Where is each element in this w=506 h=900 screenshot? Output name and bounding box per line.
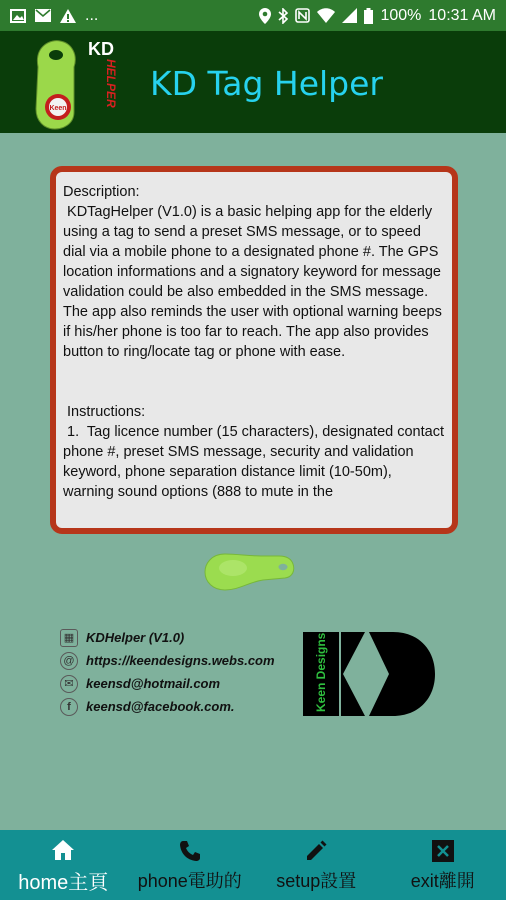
battery-percent: 100% [380, 6, 422, 24]
description-panel[interactable] [50, 166, 458, 534]
contact-row-website[interactable] [60, 649, 275, 672]
location-icon [259, 8, 271, 24]
logo-helper-text: HELPER [104, 59, 118, 108]
facebook-icon: f [60, 698, 78, 716]
nav-home[interactable] [0, 830, 127, 900]
nfc-icon [295, 8, 310, 23]
mail-icon [35, 9, 51, 22]
svg-text:Keen: Keen [49, 105, 67, 112]
brand-vertical-text: Keen Designs [314, 632, 328, 712]
nav-setup[interactable] [253, 830, 380, 900]
app-header [0, 31, 506, 133]
app-version: KDHelper (V1.0) [86, 630, 185, 645]
nav-exit[interactable] [380, 830, 506, 900]
logo-kd-text: KD [88, 39, 114, 59]
edit-icon [305, 840, 327, 862]
clock: 10:31 AM [428, 6, 496, 24]
app-icon: ▦ [60, 629, 78, 647]
exit-icon [432, 840, 454, 862]
contact-row-email[interactable] [60, 672, 275, 695]
status-bar [0, 0, 506, 31]
contact-row-app [60, 626, 275, 649]
contact-row-facebook[interactable] [60, 695, 275, 718]
status-more: ... [85, 6, 99, 24]
keen-designs-logo [303, 632, 437, 716]
mail-icon: ✉ [60, 675, 78, 693]
app-title: KD Tag Helper [150, 64, 383, 103]
tag-image[interactable] [203, 548, 297, 596]
home-icon [51, 839, 75, 861]
image-icon [10, 9, 26, 23]
contact-info [60, 626, 275, 718]
bluetooth-icon [278, 8, 288, 24]
bottom-navigation [0, 830, 506, 900]
wifi-icon [317, 8, 335, 23]
nav-phone[interactable] [127, 830, 254, 900]
nav-phone-label: phone電助的 [137, 871, 242, 891]
nav-setup-label: setup設置 [276, 871, 357, 891]
description-text: Description: KDTagHelper (V1.0) is a basic helping app for the elderly using a tag to send a preset SMS message, or to speed dial via a mobile phone to a designated phone #. The GPS location informations and a signatory keyword for message validation could be also embedded in the SMS message. The app also reminds the user with optional warning beeps if his/her phone is too far to reach. The app also provides button to ring/locate tag or phone with ease. Instructions: 1. Tag licence number (15 characters), designated contact phone #, preset SMS message, security and validation keyword, phone separation distance limit (10-50m), warning sound options (888 to mute in the [63, 184, 444, 500]
signal-icon [342, 8, 357, 23]
email-link[interactable]: keensd@hotmail.com [86, 676, 221, 691]
battery-icon [364, 8, 373, 24]
nav-home-label: home主頁 [18, 871, 109, 894]
nav-exit-label: exit離開 [410, 871, 475, 891]
phone-icon [179, 840, 201, 862]
facebook-link[interactable]: keensd@facebook.com. [86, 699, 235, 714]
app-logo [30, 37, 120, 131]
website-link[interactable]: https://keendesigns.webs.com [86, 653, 275, 668]
warning-icon [60, 9, 76, 23]
at-icon: @ [60, 652, 78, 670]
